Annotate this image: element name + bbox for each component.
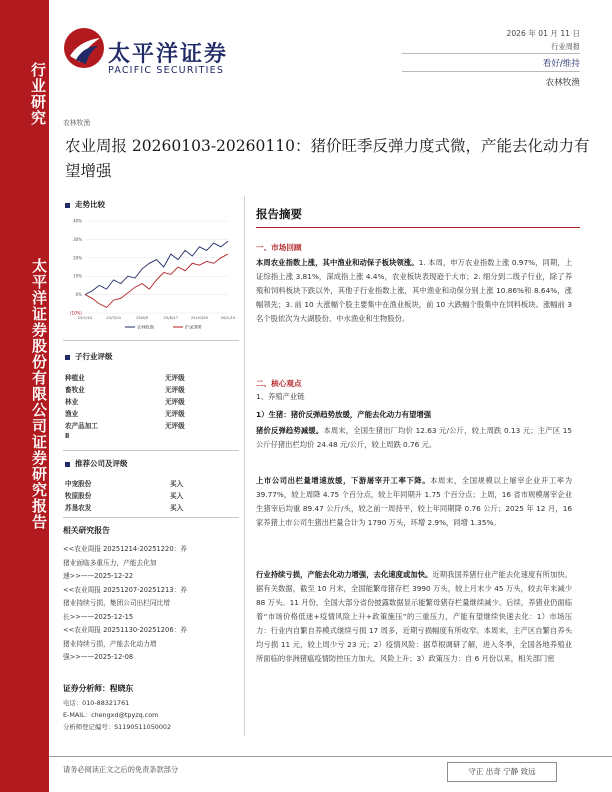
x-tick-label: 25/1/10 [77, 315, 93, 320]
companies-label: 推荐公司及评级 [65, 458, 128, 469]
related-line: 强>>——2025-12-08 [63, 653, 134, 661]
summary-rule [256, 227, 580, 228]
x-tick-label: 25/10/29 [190, 315, 208, 320]
analyst-license: 分析师登记编号：S1190511050002 [63, 723, 172, 731]
subsection-item: 1）生猪：猪价反弹趋势放缓，产能去化动力有望增强 [256, 410, 432, 419]
breadcrumb: 农林牧渔 [63, 119, 91, 127]
related-line: <<农业周报 20251214-20251220：养 [63, 545, 187, 553]
motto-box: 守正 出奇 宁静 致远 [447, 762, 557, 782]
section-heading: 二、核心观点 [256, 379, 302, 388]
section-heading: 一、市场回顾 [256, 243, 302, 252]
related-line: 猪业持续亏损，集团公司出栏同比增 [63, 599, 170, 607]
x-tick-label: 26/1/10 [220, 315, 236, 320]
report-type: 行业周报 [551, 42, 580, 51]
x-tick-label: 25/6/5 [136, 315, 149, 320]
series-line [85, 254, 228, 307]
brand-name-cn: 太平洋证券 [108, 42, 229, 67]
y-tick-label: 20% [73, 255, 82, 261]
legend-label: 沪深300 [185, 324, 202, 330]
divider [63, 340, 239, 341]
legend-label: 农林牧渔 [137, 324, 154, 330]
related-line: 长>>——2025-12-15 [63, 612, 134, 621]
industry-label: 农林牧渔 [545, 78, 580, 88]
market-review-paragraph: 本周农业指数上涨，其中渔业和动保子板块领涨。1. 本周，申万农业指数上涨 0.97%，同期，上证综指上涨 3.81%，深成指上涨 4.4%，农业板块表现逊于大市；2. 细分到二级子行业，除了养殖和饲料板块下跌以外，其他子行业指数上涨，其中渔业和动保分别上涨 10.86%和 8.64%，涨幅领先；3. 前 10 大涨幅个股主要集中在渔业板块，前 10 大跌幅个股集中在饲料板块。涨幅前 3 名个股依次为大湖股份、中水渔业和生物股份。 [256, 258, 573, 324]
sub-ratings-label: 子行业评级 [65, 351, 113, 362]
series-line [85, 241, 228, 294]
y-tick-label: 40% [73, 218, 82, 224]
bullet-square-icon [65, 203, 70, 208]
rating-badge: 看好/维持 [542, 59, 580, 69]
related-line: 猪业持续亏损，产能去化动力增 [63, 639, 157, 648]
divider [63, 450, 239, 451]
summary-title: 报告摘要 [256, 207, 302, 221]
analyst-email: E-MAIL：chengxd@tpyzq.com [63, 711, 159, 719]
related-line: 猪业面临多重压力，产能去化加 [63, 558, 157, 567]
x-tick-label: 25/3/24 [106, 315, 121, 320]
subsection-heading: 1、养殖产业链 [256, 392, 305, 401]
column-divider [244, 196, 245, 736]
x-tick-label: 25/8/17 [163, 315, 179, 320]
hog-price-paragraph: 猪价反弹趋势减缓。本周末，全国生猪出厂均价 12.63 元/公斤，较上周跌 0.13 元；主产区 15 公斤仔猪出栏均价 24.48 元/公斤，较上周跌 0.76 元。 [256, 426, 572, 450]
slaughter-paragraph: 上市公司出栏量增速放缓，下游屠宰开工率下降。本周末，全国规模以上屠宰企业开工率为 39.77%，较上周降 4.75 个百分点，较上年同期升 1.75 个百分点；上周，16 省市规模屠宰企业生猪宰后均重 89.47 公斤/头，较之前一周持平，较上年同期降 0.76 公斤；2025 年 12 月，16 家养猪上市公司生猪出栏量合计为 1790 万头，环增 2.9%，同增 1.35%。 [256, 476, 572, 528]
analyst-name: 证券分析师：程晓东 [63, 684, 134, 693]
trend-chart [63, 215, 238, 335]
related-line: <<农业周报 20251207-20251213：养 [63, 585, 187, 594]
capacity-paragraph: 行业持续亏损，产能去化动力增强，去化速度或加快。近期我国养猪行业产能去化速度有所加快。据有关数据，截至 10 月末，全国能繁母猪存栏 3990 万头，较上月末少 45 万头，较去年末减少 88 万头。11 月份，全国大部分省份披露数据显示能繁母猪存栏量继续减少。后续，养猪业仍面临着“市场价格低迷+疫情风险上升+政策施压”的三重压力，产能有望继续快速去化：1）市场压力：行业内自繁自养模式继续亏损 17 周多，近期亏损幅度有所收窄。本周末，主产区自繁自养头均亏损 11 元，较上周少亏 23 元；2）疫情风险：据草根调研了解，进入冬季，全国各地养殖业所面临的非洲猪瘟疫情防控压力加大，风险上升；3）政策压力：自 6 月份以来，相关部门密 [256, 570, 573, 664]
related-label: 相关研究报告 [63, 526, 110, 535]
trend-label: 走势比较 [65, 199, 105, 210]
related-report-list [63, 543, 238, 665]
footer-rule [49, 756, 612, 757]
analyst-phone: 电话：010-88321761 [63, 699, 130, 707]
y-tick-label: 10% [73, 273, 82, 279]
y-tick-label: 0% [75, 292, 82, 298]
y-tick-label: (10%) [69, 310, 82, 316]
header-rule-2 [402, 71, 580, 72]
bullet-square-icon [65, 462, 70, 467]
related-line: <<农业周报 20251130-20251206：养 [63, 626, 187, 634]
page-title: 农业周报 20260103-20260110：猪价旺季反弹力度式微，产能去化动力有望增强 [65, 137, 590, 180]
disclaimer-notice: 请务必阅读正文之后的免责条款部分 [63, 765, 179, 774]
bullet-square-icon [65, 355, 70, 360]
report-date: 2026 年 01 月 11 日 [506, 29, 580, 38]
y-tick-label: 30% [73, 236, 82, 242]
brand-name-en: PACIFIC SECURITIES [108, 65, 225, 76]
sidebar-company-label: 太平洋证券股份有限公司证券研究报告 [30, 258, 48, 530]
divider [63, 517, 239, 518]
related-line: 速>>——2025-12-22 [63, 572, 134, 580]
pacific-logo-icon [62, 26, 106, 70]
header-rule [402, 53, 580, 54]
sidebar-category: 行业研究 [29, 62, 47, 126]
